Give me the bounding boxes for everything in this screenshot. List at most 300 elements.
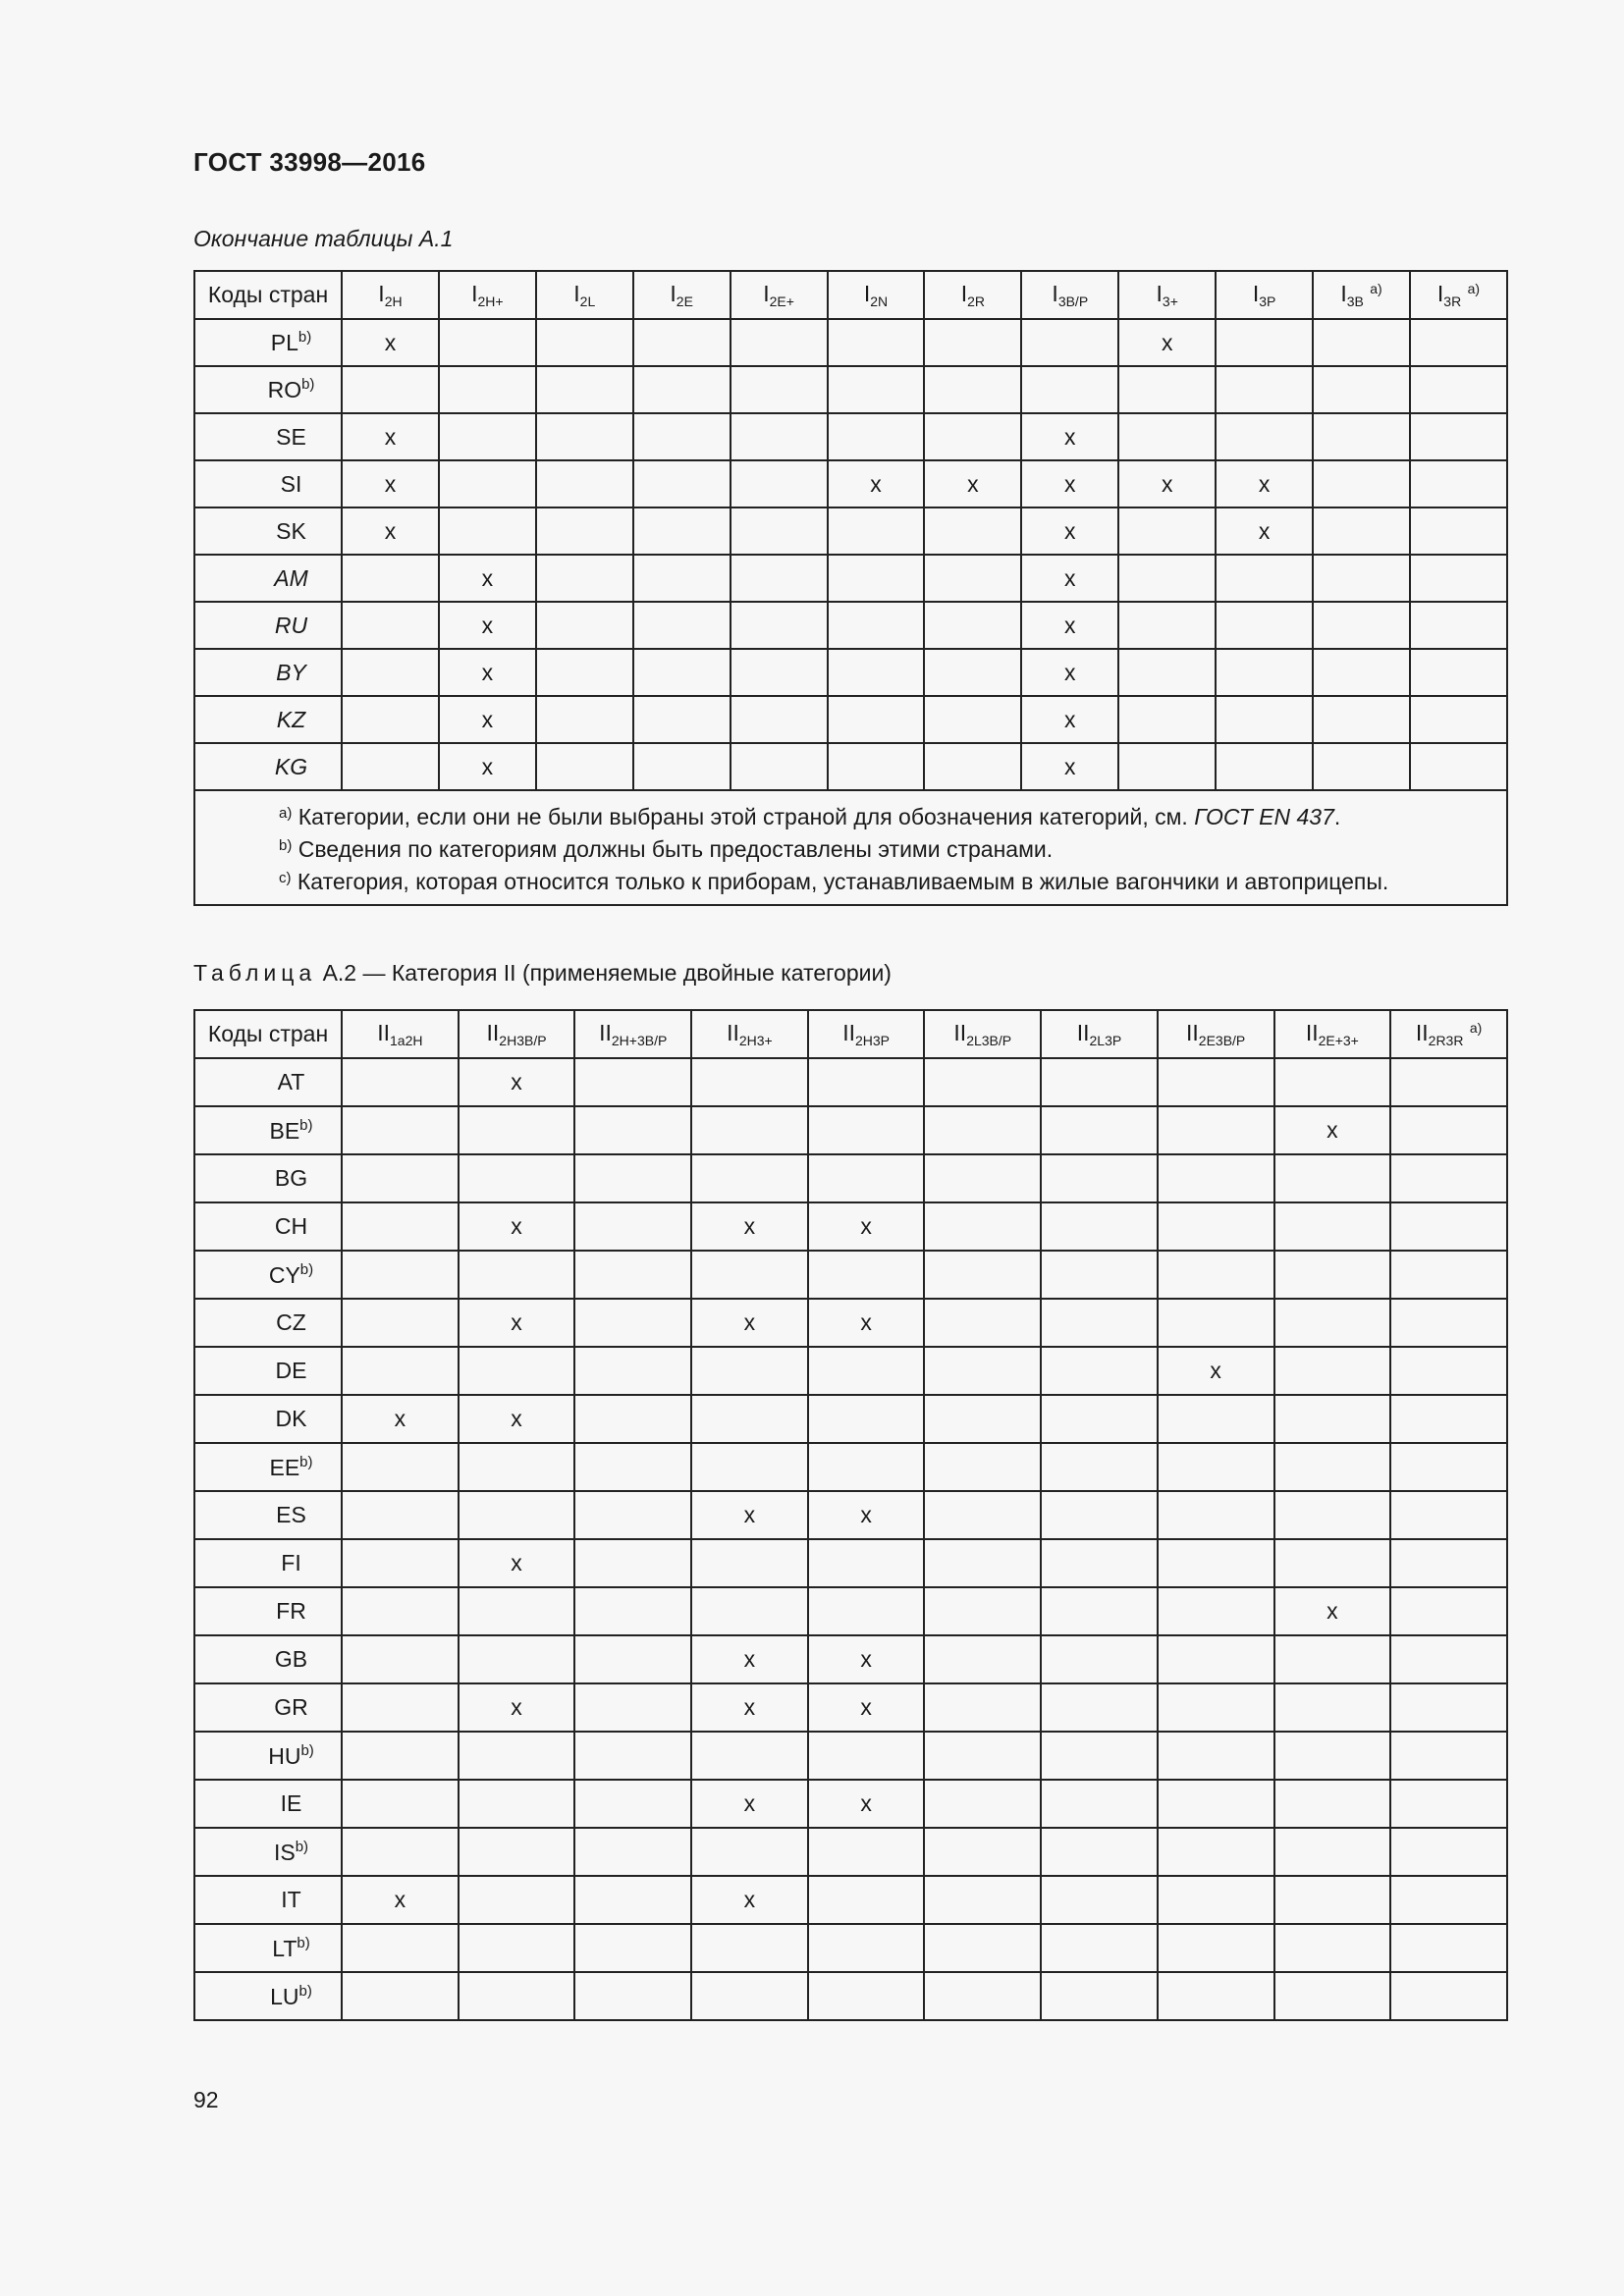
- category-cell: [574, 1683, 691, 1732]
- category-cell: [1274, 1924, 1391, 1972]
- category-cell: [574, 1635, 691, 1683]
- category-cell: [1274, 1683, 1391, 1732]
- column-header-base: II: [1305, 1020, 1319, 1045]
- country-code-text: GB: [274, 1646, 308, 1672]
- country-code: [194, 1491, 342, 1539]
- category-cell: [342, 1058, 459, 1106]
- category-cell: [924, 1299, 1041, 1347]
- category-cell: [342, 1780, 459, 1828]
- category-cell: [1041, 1828, 1158, 1876]
- category-cell: [1158, 1780, 1274, 1828]
- category-cell: [1041, 1299, 1158, 1347]
- category-cell: [924, 1058, 1041, 1106]
- note-a-reference: ГОСТ EN 437: [1194, 804, 1334, 829]
- column-header-base: I: [670, 281, 677, 306]
- country-code-text: SK: [276, 517, 306, 544]
- column-header-base: I: [1156, 281, 1163, 306]
- category-cell: [342, 1299, 459, 1347]
- category-cell: [1274, 1202, 1391, 1251]
- category-cell: [1041, 1395, 1158, 1443]
- column-header: [924, 1010, 1041, 1058]
- category-cell: [1118, 649, 1216, 696]
- category-cell: [1390, 1972, 1507, 2020]
- category-cell: [828, 649, 925, 696]
- category-cell: [536, 366, 633, 413]
- category-cell: [1390, 1251, 1507, 1299]
- category-cell: [1158, 1972, 1274, 2020]
- category-cell: x: [342, 1876, 459, 1924]
- category-cell: [1041, 1251, 1158, 1299]
- category-cell: [459, 1732, 575, 1780]
- category-cell: x: [439, 743, 536, 790]
- category-cell: x: [1118, 460, 1216, 507]
- table-row: [194, 696, 1507, 743]
- column-header-base: II: [953, 1020, 967, 1045]
- category-cell: [1390, 1443, 1507, 1491]
- column-header-subscript: 3B: [1346, 294, 1364, 309]
- country-code-text: LU: [270, 1983, 299, 2009]
- category-cell: [1390, 1395, 1507, 1443]
- category-cell: [1158, 1924, 1274, 1972]
- table-row: [194, 366, 1507, 413]
- category-cell: [1158, 1154, 1274, 1202]
- column-header-base: II: [377, 1020, 390, 1045]
- category-cell: [342, 1828, 459, 1876]
- category-cell: [924, 696, 1021, 743]
- column-header-subscript: 1a2H: [390, 1033, 423, 1048]
- category-cell: [1410, 507, 1507, 555]
- category-cell: [1390, 1635, 1507, 1683]
- country-code-text: BE: [269, 1117, 300, 1144]
- country-code-text: AT: [277, 1069, 305, 1095]
- category-cell: [691, 1924, 808, 1972]
- category-cell: [1216, 602, 1313, 649]
- category-cell: [459, 1491, 575, 1539]
- category-cell: [342, 1683, 459, 1732]
- category-cell: [1274, 1299, 1391, 1347]
- country-code-text: AM: [274, 564, 308, 591]
- category-cell: [808, 1106, 925, 1154]
- category-cell: [924, 1251, 1041, 1299]
- country-code-text: GR: [274, 1694, 308, 1720]
- category-cell: [1390, 1924, 1507, 1972]
- category-cell: x: [808, 1780, 925, 1828]
- category-cell: [1274, 1539, 1391, 1587]
- table-row: [194, 319, 1507, 366]
- column-header-subscript: 3B/P: [1057, 294, 1089, 309]
- category-cell: [691, 1732, 808, 1780]
- category-cell: [1118, 602, 1216, 649]
- column-header-subscript: 2L3B/P: [966, 1033, 1012, 1048]
- table-row: [194, 1299, 1507, 1347]
- page-number: 92: [193, 2087, 219, 2112]
- column-header-subscript: 2H3+: [738, 1033, 773, 1048]
- category-cell: [633, 460, 731, 507]
- category-cell: [342, 1587, 459, 1635]
- country-code: [194, 507, 342, 555]
- column-header-footnote: a): [1370, 281, 1382, 296]
- country-footnote: b): [301, 376, 315, 393]
- table-row: [194, 602, 1507, 649]
- column-header-base: II: [1415, 1020, 1429, 1045]
- category-cell: [574, 1395, 691, 1443]
- category-cell: [1313, 319, 1410, 366]
- category-cell: [1390, 1106, 1507, 1154]
- category-cell: [731, 507, 828, 555]
- country-code: [194, 696, 342, 743]
- category-cell: [1216, 319, 1313, 366]
- country-code: [194, 1924, 342, 1972]
- category-cell: [924, 1924, 1041, 1972]
- category-cell: [1274, 1058, 1391, 1106]
- category-cell: [574, 1780, 691, 1828]
- category-cell: [1410, 319, 1507, 366]
- category-cell: x: [1021, 507, 1118, 555]
- country-code: [194, 649, 342, 696]
- category-cell: x: [342, 319, 439, 366]
- country-code-text: EE: [269, 1454, 300, 1480]
- category-cell: [342, 696, 439, 743]
- category-cell: [1158, 1635, 1274, 1683]
- column-header-subscript: 2L: [579, 294, 596, 309]
- category-cell: [1041, 1154, 1158, 1202]
- category-cell: [924, 1972, 1041, 2020]
- table-row: [194, 1732, 1507, 1780]
- column-header: [342, 1010, 459, 1058]
- category-cell: x: [1021, 413, 1118, 460]
- category-cell: [1041, 1106, 1158, 1154]
- category-cell: [1390, 1299, 1507, 1347]
- category-cell: [1158, 1106, 1274, 1154]
- category-cell: [1158, 1491, 1274, 1539]
- country-code: [194, 555, 342, 602]
- country-code: [194, 1539, 342, 1587]
- note-a: [279, 799, 1496, 831]
- category-cell: [574, 1924, 691, 1972]
- category-cell: [691, 1058, 808, 1106]
- category-cell: [1158, 1683, 1274, 1732]
- category-cell: [1390, 1587, 1507, 1635]
- table-row: [194, 1876, 1507, 1924]
- table-row: [194, 1491, 1507, 1539]
- category-cell: [924, 1876, 1041, 1924]
- category-cell: x: [342, 413, 439, 460]
- column-header-base: I: [573, 281, 580, 306]
- category-cell: [691, 1251, 808, 1299]
- category-cell: [459, 1154, 575, 1202]
- category-cell: [924, 413, 1021, 460]
- category-cell: [633, 366, 731, 413]
- note-b: [279, 831, 1496, 864]
- country-code-text: FR: [276, 1598, 306, 1624]
- category-cell: [691, 1443, 808, 1491]
- category-cell: [924, 602, 1021, 649]
- table2-caption-title: А.2 — Категория II (применяемые двойные категории): [316, 960, 892, 986]
- category-cell: [459, 1106, 575, 1154]
- category-cell: [536, 555, 633, 602]
- column-header-subscript: 2R: [967, 294, 986, 309]
- category-cell: [1313, 460, 1410, 507]
- category-cell: [924, 1683, 1041, 1732]
- category-cell: [828, 413, 925, 460]
- category-cell: [808, 1876, 925, 1924]
- category-cell: [1041, 1058, 1158, 1106]
- column-header-base: II: [599, 1020, 612, 1045]
- category-cell: [633, 696, 731, 743]
- country-code: [194, 1106, 342, 1154]
- column-header-base: I: [863, 281, 871, 306]
- category-cell: x: [439, 696, 536, 743]
- table-row: [194, 1539, 1507, 1587]
- category-cell: [439, 413, 536, 460]
- country-code: [194, 319, 342, 366]
- category-cell: [574, 1732, 691, 1780]
- category-cell: [633, 319, 731, 366]
- category-cell: [342, 1924, 459, 1972]
- category-cell: [731, 319, 828, 366]
- column-header-base: II: [1186, 1020, 1199, 1045]
- category-cell: [342, 1443, 459, 1491]
- category-cell: [808, 1972, 925, 2020]
- country-footnote: b): [299, 1116, 313, 1134]
- category-cell: [1041, 1202, 1158, 1251]
- column-header-base: I: [1052, 281, 1058, 306]
- category-cell: [574, 1539, 691, 1587]
- category-cell: [536, 460, 633, 507]
- category-cell: [1274, 1443, 1391, 1491]
- category-cell: x: [1021, 649, 1118, 696]
- category-cell: x: [1158, 1347, 1274, 1395]
- country-code: [194, 1587, 342, 1635]
- country-code: [194, 1443, 342, 1491]
- country-code-text: LT: [272, 1935, 298, 1961]
- column-header-subscript: 2E+3+: [1318, 1033, 1359, 1048]
- category-cell: [691, 1106, 808, 1154]
- category-cell: [808, 1443, 925, 1491]
- category-cell: [808, 1924, 925, 1972]
- category-cell: [342, 1491, 459, 1539]
- category-cell: [1158, 1395, 1274, 1443]
- note-a-mark: a): [279, 805, 293, 822]
- category-cell: [574, 1299, 691, 1347]
- category-cell: [1274, 1732, 1391, 1780]
- table1-caption: Окончание таблицы А.1: [193, 226, 454, 251]
- category-cell: [1390, 1683, 1507, 1732]
- country-code: [194, 366, 342, 413]
- category-cell: [924, 1780, 1041, 1828]
- country-code-text: CZ: [276, 1309, 306, 1335]
- category-cell: [342, 555, 439, 602]
- header-row: [194, 1010, 1507, 1058]
- notes-row: [194, 790, 1507, 905]
- category-cell: [731, 696, 828, 743]
- column-header: [342, 271, 439, 319]
- category-cell: [1158, 1202, 1274, 1251]
- category-cell: [459, 1587, 575, 1635]
- column-header: [1118, 271, 1216, 319]
- country-code: [194, 1154, 342, 1202]
- category-cell: [342, 1347, 459, 1395]
- category-cell: x: [808, 1635, 925, 1683]
- table-row: [194, 1106, 1507, 1154]
- category-cell: [1041, 1924, 1158, 1972]
- column-header-subscript: 2H+: [477, 294, 504, 309]
- category-cell: [828, 507, 925, 555]
- country-code-text: FI: [281, 1550, 301, 1575]
- category-cell: [1158, 1828, 1274, 1876]
- category-cell: x: [459, 1683, 575, 1732]
- category-cell: [1158, 1058, 1274, 1106]
- note-a-end: .: [1333, 804, 1341, 829]
- category-cell: [1313, 602, 1410, 649]
- category-cell: [924, 1587, 1041, 1635]
- category-cell: [1041, 1539, 1158, 1587]
- column-header: [731, 271, 828, 319]
- category-cell: [1216, 413, 1313, 460]
- country-code-text: DE: [275, 1358, 307, 1383]
- category-cell: [1390, 1202, 1507, 1251]
- category-cell: [1313, 413, 1410, 460]
- category-cell: [1274, 1491, 1391, 1539]
- category-cell: x: [808, 1491, 925, 1539]
- category-cell: [828, 555, 925, 602]
- category-cell: [924, 1154, 1041, 1202]
- category-cell: [574, 1491, 691, 1539]
- category-cell: [439, 460, 536, 507]
- category-cell: [1216, 555, 1313, 602]
- category-cell: [439, 319, 536, 366]
- category-cell: [439, 366, 536, 413]
- category-cell: [731, 413, 828, 460]
- category-cell: [342, 1202, 459, 1251]
- category-cell: [574, 1347, 691, 1395]
- category-cell: [1390, 1347, 1507, 1395]
- category-cell: [1274, 1876, 1391, 1924]
- note-a-text: Категории, если они не были выбраны этой страной для обозначения категорий, см.: [292, 804, 1195, 829]
- category-cell: [1158, 1587, 1274, 1635]
- country-code-text: BY: [276, 659, 306, 685]
- column-header: [1021, 271, 1118, 319]
- category-cell: [459, 1972, 575, 2020]
- category-cell: [924, 555, 1021, 602]
- category-cell: [536, 319, 633, 366]
- category-cell: x: [439, 602, 536, 649]
- category-cell: [1274, 1828, 1391, 1876]
- country-codes-header: Коды стран: [194, 1010, 342, 1058]
- country-code-text: SI: [280, 470, 302, 497]
- country-code-text: ES: [276, 1502, 306, 1527]
- column-header: [808, 1010, 925, 1058]
- country-code: [194, 413, 342, 460]
- table-row: [194, 555, 1507, 602]
- category-cell: [459, 1924, 575, 1972]
- category-cell: x: [459, 1299, 575, 1347]
- category-cell: [1041, 1780, 1158, 1828]
- column-header-base: II: [727, 1020, 739, 1045]
- category-cell: [1118, 366, 1216, 413]
- category-cell: [1041, 1732, 1158, 1780]
- category-cell: [1390, 1732, 1507, 1780]
- column-header-base: I: [1436, 281, 1444, 306]
- category-cell: x: [924, 460, 1021, 507]
- category-cell: x: [808, 1299, 925, 1347]
- country-code-text: BG: [274, 1165, 308, 1191]
- category-cell: x: [1274, 1587, 1391, 1635]
- column-header-subscript: 3R: [1443, 294, 1462, 309]
- category-cell: [924, 1635, 1041, 1683]
- category-cell: [828, 602, 925, 649]
- category-cell: [1158, 1299, 1274, 1347]
- category-cell: [536, 413, 633, 460]
- category-cell: [691, 1587, 808, 1635]
- country-code-text: IT: [281, 1887, 301, 1912]
- category-cell: [574, 1106, 691, 1154]
- category-cell: [633, 602, 731, 649]
- country-footnote: b): [295, 1838, 309, 1855]
- country-code: [194, 1780, 342, 1828]
- table-row: [194, 1347, 1507, 1395]
- category-cell: [1041, 1635, 1158, 1683]
- category-cell: [342, 366, 439, 413]
- category-cell: [1390, 1539, 1507, 1587]
- category-cell: [459, 1780, 575, 1828]
- note-b-text: Сведения по категориям должны быть предоставлены этими странами.: [292, 836, 1054, 862]
- category-cell: [1410, 696, 1507, 743]
- category-cell: [342, 1154, 459, 1202]
- column-header: [536, 271, 633, 319]
- category-cell: [459, 1635, 575, 1683]
- column-header: [1216, 271, 1313, 319]
- column-header-subscript: 2H: [384, 294, 403, 309]
- table-row: [194, 1058, 1507, 1106]
- category-cell: [633, 743, 731, 790]
- category-cell: [536, 743, 633, 790]
- category-cell: [342, 1251, 459, 1299]
- category-cell: [828, 696, 925, 743]
- category-cell: [536, 649, 633, 696]
- table-row: [194, 1780, 1507, 1828]
- table-a1: [193, 270, 1508, 906]
- category-cell: [1410, 602, 1507, 649]
- column-header: [1313, 271, 1410, 319]
- category-cell: x: [1216, 460, 1313, 507]
- category-cell: [1118, 413, 1216, 460]
- category-cell: [342, 1106, 459, 1154]
- column-header: [574, 1010, 691, 1058]
- category-cell: [808, 1058, 925, 1106]
- table-row: [194, 743, 1507, 790]
- category-cell: x: [439, 555, 536, 602]
- table-notes: [194, 790, 1507, 905]
- category-cell: [1158, 1251, 1274, 1299]
- country-code-text: DK: [275, 1406, 307, 1431]
- category-cell: [536, 696, 633, 743]
- country-code-text: HU: [268, 1742, 301, 1769]
- table-row: [194, 649, 1507, 696]
- column-header: [1274, 1010, 1391, 1058]
- category-cell: [924, 1202, 1041, 1251]
- column-header-footnote: a): [1467, 281, 1481, 296]
- category-cell: x: [1021, 460, 1118, 507]
- category-cell: x: [691, 1202, 808, 1251]
- column-header-base: I: [960, 281, 968, 306]
- category-cell: x: [439, 649, 536, 696]
- category-cell: [924, 507, 1021, 555]
- category-cell: [1274, 1251, 1391, 1299]
- country-codes-header: Коды стран: [194, 271, 342, 319]
- category-cell: [574, 1876, 691, 1924]
- table-row: [194, 1683, 1507, 1732]
